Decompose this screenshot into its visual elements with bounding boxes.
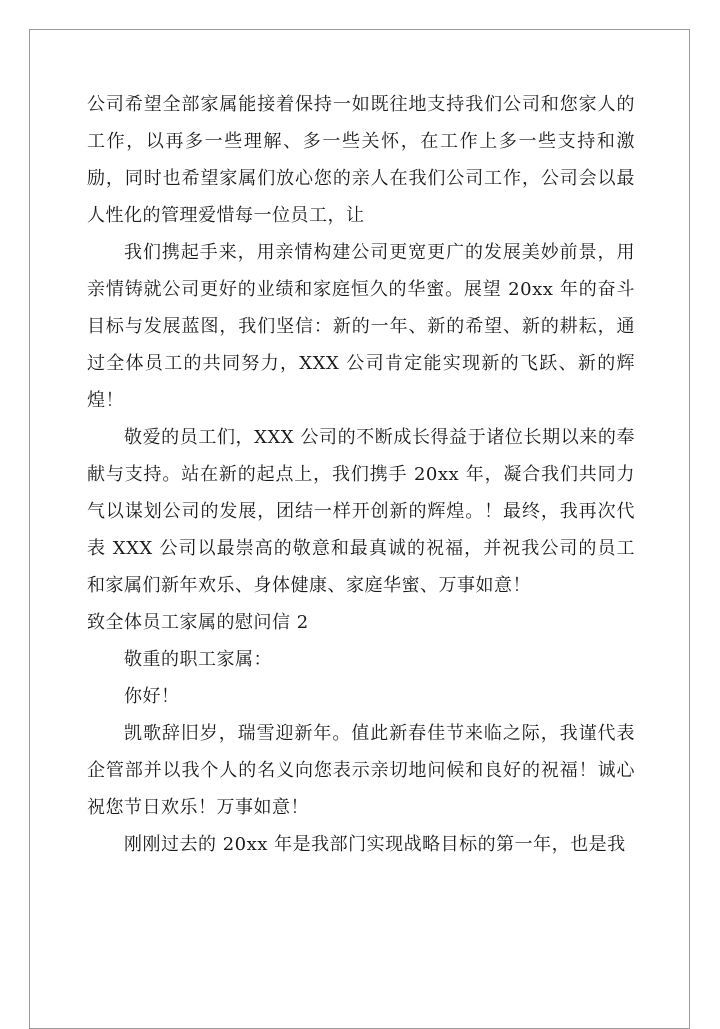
paragraph-3: 敬爱的员工们，XXX 公司的不断成长得益于诸位长期以来的奉献与支持。站在新的起点上，我们携手 20xx 年，凝合我们共同力气以谋划公司的发展，团结一样开创新的辉煌。！最终，我再次代表 XXX 公司以最崇高的敬意和最真诚的祝福，并祝我公司的员工和家属们新年欢乐、身体健康、家庭华蜜、万事如意！ [87,427,635,596]
paragraph-7: 刚刚过去的 20xx 年是我部门实现战略目标的第一年，也是我 [124,834,626,855]
paragraph-1: 公司希望全部家属能接着保持一如既往地支持我们公司和您家人的工作，以再多一些理解、多一些关怀，在工作上多一些支持和激励，同时也希望家属们放心您的亲人在我们公司工作，公司会以最人性化的管理爱惜每一位员工，让 [87,94,635,226]
document-body [87,86,635,863]
letter-heading: 致全体员工家属的慰问信 2 [87,612,309,633]
paragraph-2: 我们携起手来，用亲情构建公司更宽更广的发展美妙前景，用亲情铸就公司更好的业绩和家庭恒久的华蜜。展望 20xx 年的奋斗目标与发展蓝图，我们坚信：新的一年、新的希望、新的耕耘，通过全体员工的共同努力，XXX 公司肯定能实现新的飞跃、新的辉煌！ [87,242,635,411]
greeting: 你好！ [124,686,180,707]
salutation: 敬重的职工家属： [124,649,272,670]
paragraph-6: 凯歌辞旧岁，瑞雪迎新年。值此新春佳节来临之际，我谨代表企管部并以我个人的名义向您表示亲切地问候和良好的祝福！诚心祝您节日欢乐！万事如意！ [87,723,635,818]
